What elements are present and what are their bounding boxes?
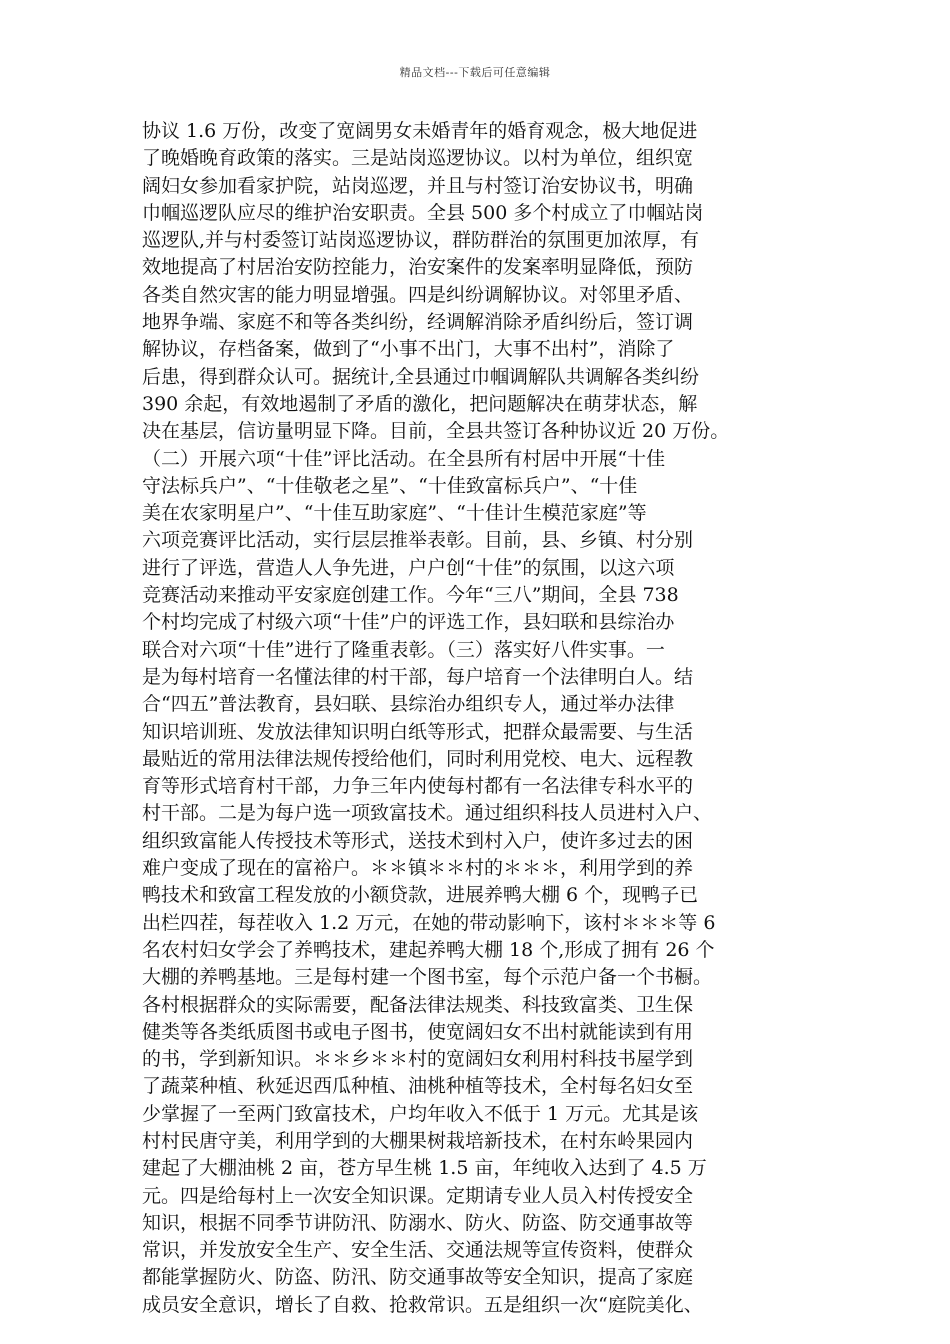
body-line: 成员安全意识，增长了自救、抢救常识。五是组织一次“庭院美化、	[142, 1293, 703, 1316]
body-line: 进行了评选，营造人人争先进，户户创“十佳”的氛围，以这六项	[142, 556, 675, 579]
body-line: 守法标兵户”、“十佳敬老之星”、“十佳致富标兵户”、“十佳	[142, 474, 638, 497]
body-line: 协议 1.6 万份，改变了宽阔男女未婚青年的婚育观念，极大地促进	[142, 120, 698, 142]
body-line: 都能掌握防火、防盗、防汛、防交通事故等安全知识，提高了家庭	[142, 1266, 694, 1289]
body-line: 390 余起，有效地遏制了矛盾的激化，把问题解决在萌芽状态，解	[142, 392, 698, 415]
body-line: 巾帼巡逻队应尽的维护治安职责。全县 500 多个村成立了巾帼站岗	[142, 201, 704, 224]
body-line: 后患，得到群众认可。据统计,全县通过巾帼调解队共调解各类纠纷	[142, 365, 700, 388]
body-line: 合“四五”普法教育，县妇联、县综治办组织专人，通过举办法律	[142, 693, 675, 716]
body-line: 美在农家明星户”、“十佳互助家庭”、“十佳计生模范家庭”等	[142, 502, 647, 525]
body-line: 巡逻队,并与村委签订站岗巡逻协议，群防群治的氛围更加浓厚，有	[142, 229, 700, 252]
body-line: 各类自然灾害的能力明显增强。四是纠纷调解协议。对邻里矛盾、	[142, 283, 694, 306]
body-line: 了蔬菜种植、秋延迟西瓜种植、油桃种植等技术，全村每名妇女至	[142, 1075, 694, 1098]
body-line: 六项竞赛评比活动，实行层层推举表彰。目前，县、乡镇、村分别	[142, 529, 694, 552]
page-header: 精品文档---下载后可任意编辑	[399, 66, 551, 79]
body-line: 解协议，存档备案，做到了“小事不出门，大事不出村”，消除了	[142, 338, 675, 361]
body-line: 竞赛活动来推动平安家庭创建工作。今年“三八”期间，全县 738	[142, 584, 679, 607]
body-line: 健类等各类纸质图书或电子图书，使宽阔妇女不出村就能读到有用	[142, 1020, 694, 1043]
body-line: 地界争端、家庭不和等各类纠纷，经调解消除矛盾纠纷后，签订调	[142, 311, 694, 334]
body-line: 组织致富能人传授技术等形式，送技术到村入户，使许多过去的困	[142, 829, 694, 852]
body-line: 元。四是给每村上一次安全知识课。定期请专业人员入村传授安全	[142, 1184, 694, 1207]
body-line: 联合对六项“十佳”进行了隆重表彰。（三）落实好八件实事。一	[142, 638, 665, 661]
body-line: 常识，并发放安全生产、安全生活、交通法规等宣传资料，使群众	[142, 1239, 694, 1262]
body-line: 各村根据群众的实际需要，配备法律法规类、科技致富类、卫生保	[142, 993, 694, 1016]
body-line: 效地提高了村居治安防控能力，治安案件的发案率明显降低，预防	[142, 256, 694, 279]
body-line: 知识培训班、发放法律知识明白纸等形式，把群众最需要、与生活	[142, 720, 694, 743]
body-line: （二）开展六项“十佳”评比活动。在全县所有村居中开展“十佳	[142, 447, 666, 470]
body-line: 村干部。二是为每户选一项致富技术。通过组织科技人员进村入户、	[142, 802, 713, 825]
body-line: 村村民唐守美，利用学到的大棚果树栽培新技术，在村东岭果园内	[142, 1129, 694, 1152]
body-line: 难户变成了现在的富裕户。＊＊镇＊＊村的＊＊＊，利用学到的养	[142, 857, 694, 880]
body-line: 决在基层，信访量明显下降。目前，全县共签订各种协议近 20 万份。	[142, 420, 730, 443]
body-line: 阔妇女参加看家护院，站岗巡逻，并且与村签订治安协议书，明确	[142, 174, 694, 197]
body-line: 了晚婚晚育政策的落实。三是站岗巡逻协议。以村为单位，组织宽	[142, 147, 694, 170]
body-line: 是为每村培育一名懂法律的村干部，每户培育一个法律明白人。结	[142, 665, 694, 688]
body-line: 知识，根据不同季节讲防汛、防溺水、防火、防盗、防交通事故等	[142, 1211, 694, 1234]
body-line: 大棚的养鸭基地。三是每村建一个图书室，每个示范户备一个书橱。	[142, 966, 713, 989]
body-line: 少掌握了一至两门致富技术，户均年收入不低于 1 万元。尤其是该	[142, 1102, 699, 1125]
body-line: 鸭技术和致富工程发放的小额贷款，进展养鸭大棚 6 个，现鸭子已	[142, 884, 699, 907]
body-line: 的书，学到新知识。＊＊乡＊＊村的宽阔妇女利用村科技书屋学到	[142, 1048, 694, 1071]
document-body	[142, 118, 822, 1319]
body-line: 出栏四茬，每茬收入 1.2 万元，在她的带动影响下，该村＊＊＊等 6	[142, 911, 716, 934]
body-line: 个村均完成了村级六项“十佳”户的评选工作，县妇联和县综治办	[142, 611, 675, 634]
body-line: 最贴近的常用法律法规传授给他们，同时利用党校、电大、远程教	[142, 747, 694, 770]
body-line: 育等形式培育村干部，力争三年内使每村都有一名法律专科水平的	[142, 775, 694, 798]
body-line: 建起了大棚油桃 2 亩，苍方早生桃 1.5 亩，年纯收入达到了 4.5 万	[142, 1157, 707, 1180]
body-line: 名农村妇女学会了养鸭技术，建起养鸭大棚 18 个,形成了拥有 26 个	[142, 938, 715, 961]
